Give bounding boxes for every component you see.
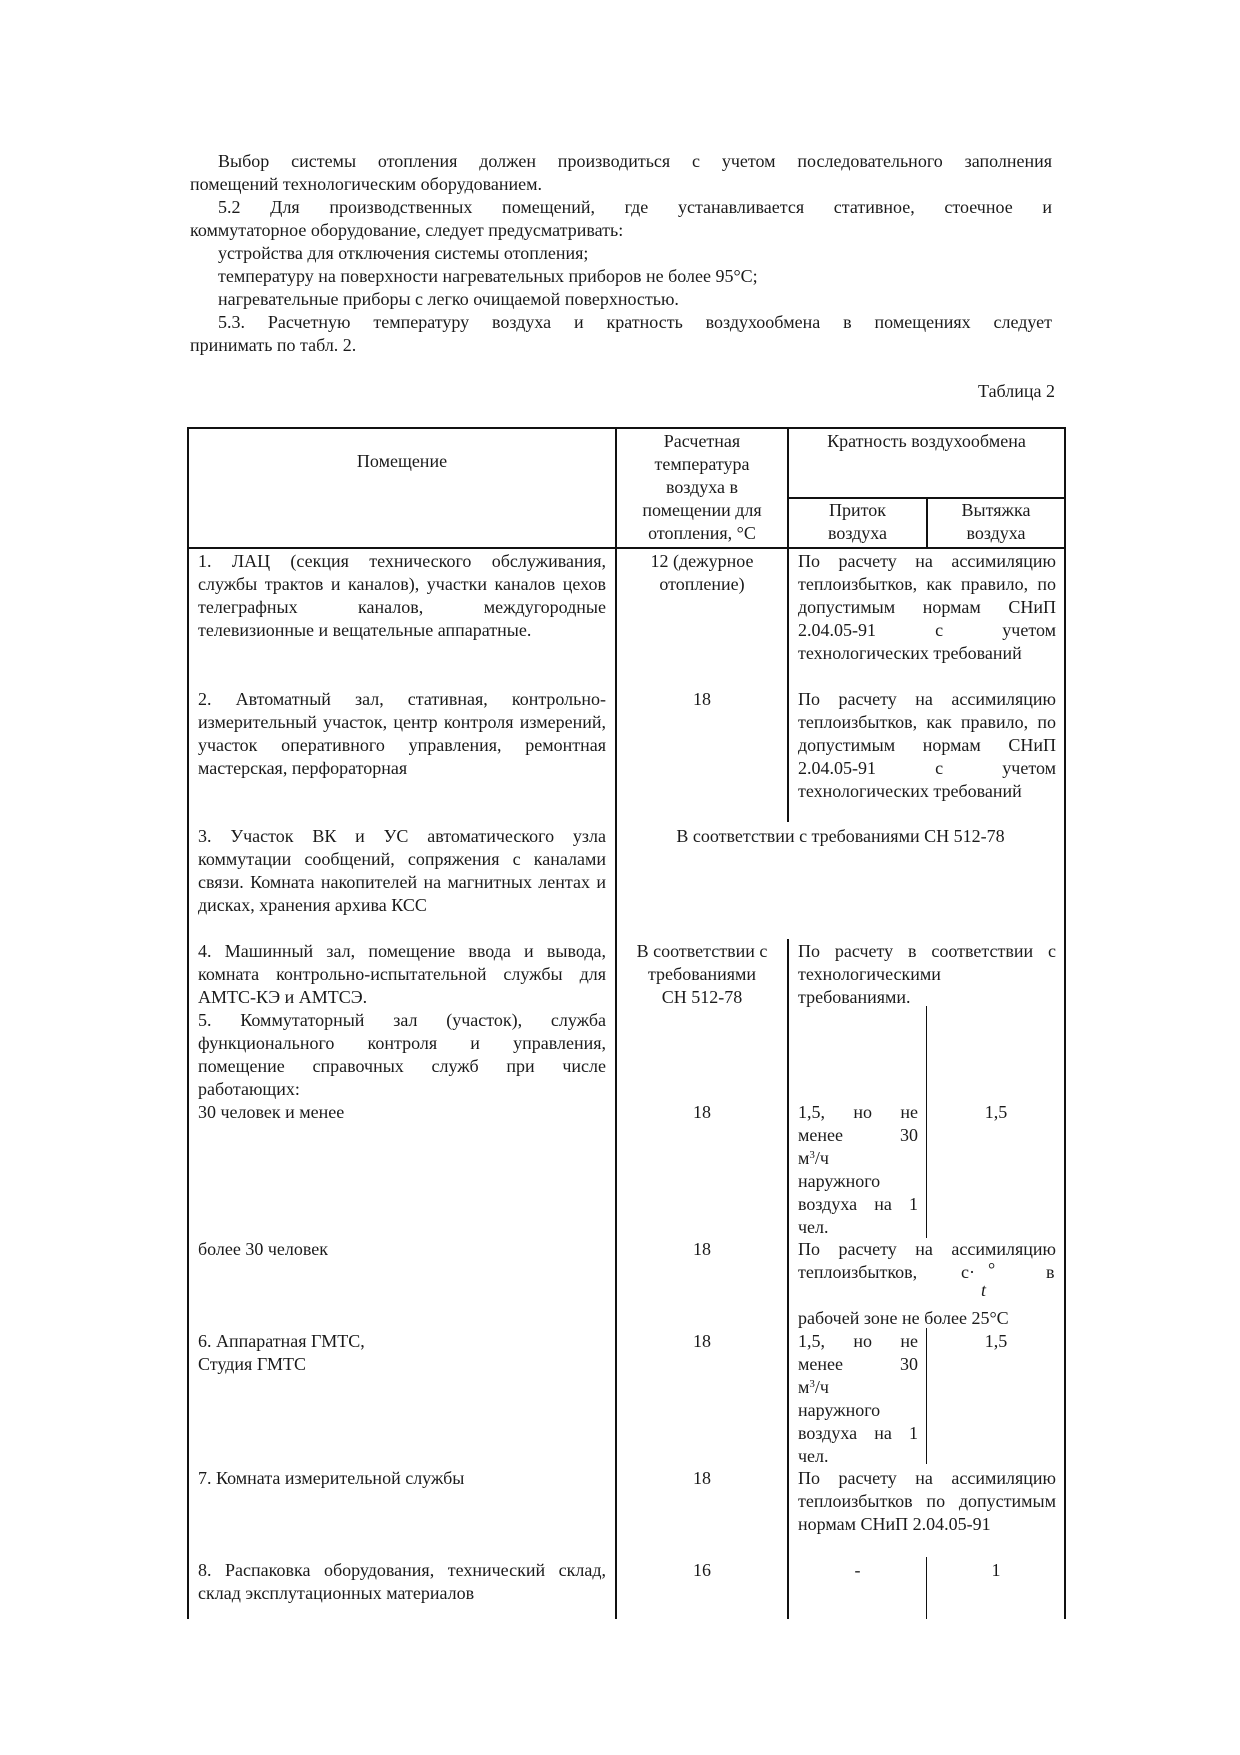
supply-line: 1,5, но не [798,1331,918,1351]
text-heat-excess: теплоизбытков, [798,1262,918,1282]
row-5b-exchange-line-1: По расчету на ассимиляцию [798,1239,1056,1259]
row-8-supply: - [854,1560,861,1580]
supply-line: воздуха на 1 [798,1423,918,1443]
row-1-temp-line: 12 (дежурное [650,551,754,571]
header-temp-line: помещении для [642,500,762,520]
row-5a-supply [798,1101,918,1239]
supply-line: 1,5, но не [798,1102,918,1122]
supply-line: наружного [798,1400,881,1420]
row-5a-temp: 18 [693,1102,711,1122]
row-2-room: 2. Автоматный зал, стативная, контрольно-измерительный участок, центр контроля измерений, участок оперативного управления, ремонтная мастерская, перфораторная [198,689,606,778]
row-5b-temp: 18 [693,1239,711,1259]
supply-line: чел. [798,1446,829,1466]
supply-unit [798,1376,918,1399]
row-5b-room: более 30 человек [198,1239,329,1259]
row-2-temp: 18 [693,689,711,709]
row-1-exchange: По расчету на ассимиляцию теплоизбытков, как правило, по допустимым нормам СНиП 2.04.05-91 с учетом технологических требований [798,551,1056,663]
unit-exponent: 3 [809,1149,815,1161]
header-temp-line: отопления, °С [648,523,756,543]
unit-rest: /ч [814,1148,829,1168]
paragraph-2-line-1: 5.2 Для производственных помещений, где устанавливается стативное, стоечное и [218,197,1052,217]
paragraph-3-line-1: 5.3. Расчетную температуру воздуха и кратность воздухообмена в помещениях следует [218,312,1052,332]
paragraph-3-line-2: принимать по табл. 2. [190,335,357,355]
table-border-right [1064,427,1066,1619]
paragraph-2-line-2: коммутаторное оборудование, следует предусматривать: [190,220,624,240]
row-5a-exhaust: 1,5 [984,1102,1008,1122]
supply-line: воздуха на 1 [798,1194,918,1214]
column-divider-supply-exhaust-row6 [926,1328,927,1464]
row-4-room: 4. Машинный зал, помещение ввода и вывода, комната контрольно-испытательной службы для АМТС-КЭ и АМТСЭ. [198,941,606,1007]
column-divider-temp-exchange-lower [787,939,789,1619]
row-7-exchange: По расчету на ассимиляцию теплоизбытков по допустимым нормам СНиП 2.04.05-91 [798,1468,1056,1534]
unit-base: м [798,1377,810,1397]
header-exhaust [928,499,1064,545]
table-caption: Таблица 2 [978,381,1055,401]
text-in: в [1046,1262,1055,1282]
row-6-supply [798,1330,918,1468]
table-border-top [187,427,1066,429]
degree-symbol: ° [988,1259,996,1279]
column-divider-room-temp [615,427,617,1619]
table-border-left [187,427,189,1619]
temperature-symbol: t [981,1280,987,1300]
paragraph-1-line-1: Выбор системы отопления должен производиться с учетом последовательного заполнения [218,151,1052,171]
row-1-room: 1. ЛАЦ (секция технического обслуживания, службы трактов и каналов), участки каналов цехов телеграфных каналов, междугородные телевизионные и вещательные аппаратные. [198,551,606,640]
list-item-3: нагревательные приборы с легко очищаемой поверхностью. [218,289,679,309]
header-room: Помещение [356,451,448,471]
row-6-room-line: Студия ГМТС [198,1354,307,1374]
header-supply-line: воздуха [827,523,888,543]
row-7-room: 7. Комната измерительной службы [198,1468,465,1488]
supply-line: менее 30 [798,1354,918,1374]
unit-rest: /ч [814,1377,829,1397]
supply-line: чел. [798,1217,829,1237]
row-4-temp [617,940,787,1009]
header-temperature [617,430,787,545]
row-8-temp: 16 [693,1560,711,1580]
row-5b-exchange-line-3: рабочей зоне не более 25°С [798,1308,1009,1328]
row-4-temp-line: В соответствии с [636,941,768,961]
column-divider-supply-exhaust-row5 [926,1006,927,1238]
row-4-temp-line: СН 512-78 [661,987,743,1007]
header-supply-line: Приток [828,500,886,520]
header-exhaust-line: воздуха [966,523,1026,543]
row-7-temp: 18 [693,1468,711,1488]
row-5a-room: 30 человек и менее [198,1102,345,1122]
row-2-exchange: По расчету на ассимиляцию теплоизбытков, как правило, по допустимым нормам СНиП 2.04.05-91 с учетом технологических требований [798,689,1056,801]
column-divider-supply-exhaust-row8 [926,1557,927,1619]
header-air-exchange: Кратность воздухообмена [827,431,1026,451]
row-1-temp-line: отопление) [659,574,745,594]
unit-exponent: 3 [809,1378,815,1390]
row-3-room: 3. Участок ВК и УС автоматического узла коммутации сообщений, сопряжения с каналами связи. Комната накопителей на магнитных лентах и дисках, хранения архива КСС [198,826,606,915]
row-5-room: 5. Коммутаторный зал (участок), служба функционального контроля и управления, помещение справочных служб при числе работающих: [198,1010,606,1099]
header-border-bottom [187,547,1066,549]
header-temp-line: температура [654,454,750,474]
paragraph-1-line-2: помещений технологическим оборудованием. [190,174,543,194]
column-divider-temp-exchange [787,427,789,822]
supply-line: наружного [798,1171,881,1191]
header-supply [789,499,926,545]
header-temp-line: Расчетная [663,431,741,451]
row-8-exhaust: 1 [991,1560,1001,1580]
row-5b-exchange-line-2 [798,1259,1056,1300]
text-c-dot: с· [961,1262,975,1282]
row-4-exchange: По расчету в соответствии с технологическими требованиями. [798,941,1056,1007]
unit-base: м [798,1148,810,1168]
row-4-temp-line: требованиями [647,964,757,984]
supply-line: менее 30 [798,1125,918,1145]
supply-unit [798,1147,918,1170]
row-6-exhaust: 1,5 [984,1331,1008,1351]
list-item-1: устройства для отключения системы отопления; [218,243,589,263]
row-6-temp: 18 [693,1331,711,1351]
row-1-temp [617,550,787,596]
row-3-merged-requirement: В соответствии с требованиями СН 512-78 [676,826,1005,846]
row-6-room-line: 6. Аппаратная ГМТС, [198,1331,365,1351]
header-exhaust-line: Вытяжка [961,500,1031,520]
row-6-room [198,1330,606,1376]
list-item-2: температуру на поверхности нагревательных приборов не более 95°С; [218,266,758,286]
row-8-room: 8. Распаковка оборудования, технический склад, склад эксплутационных материалов [198,1560,606,1603]
header-temp-line: воздуха в [665,477,739,497]
